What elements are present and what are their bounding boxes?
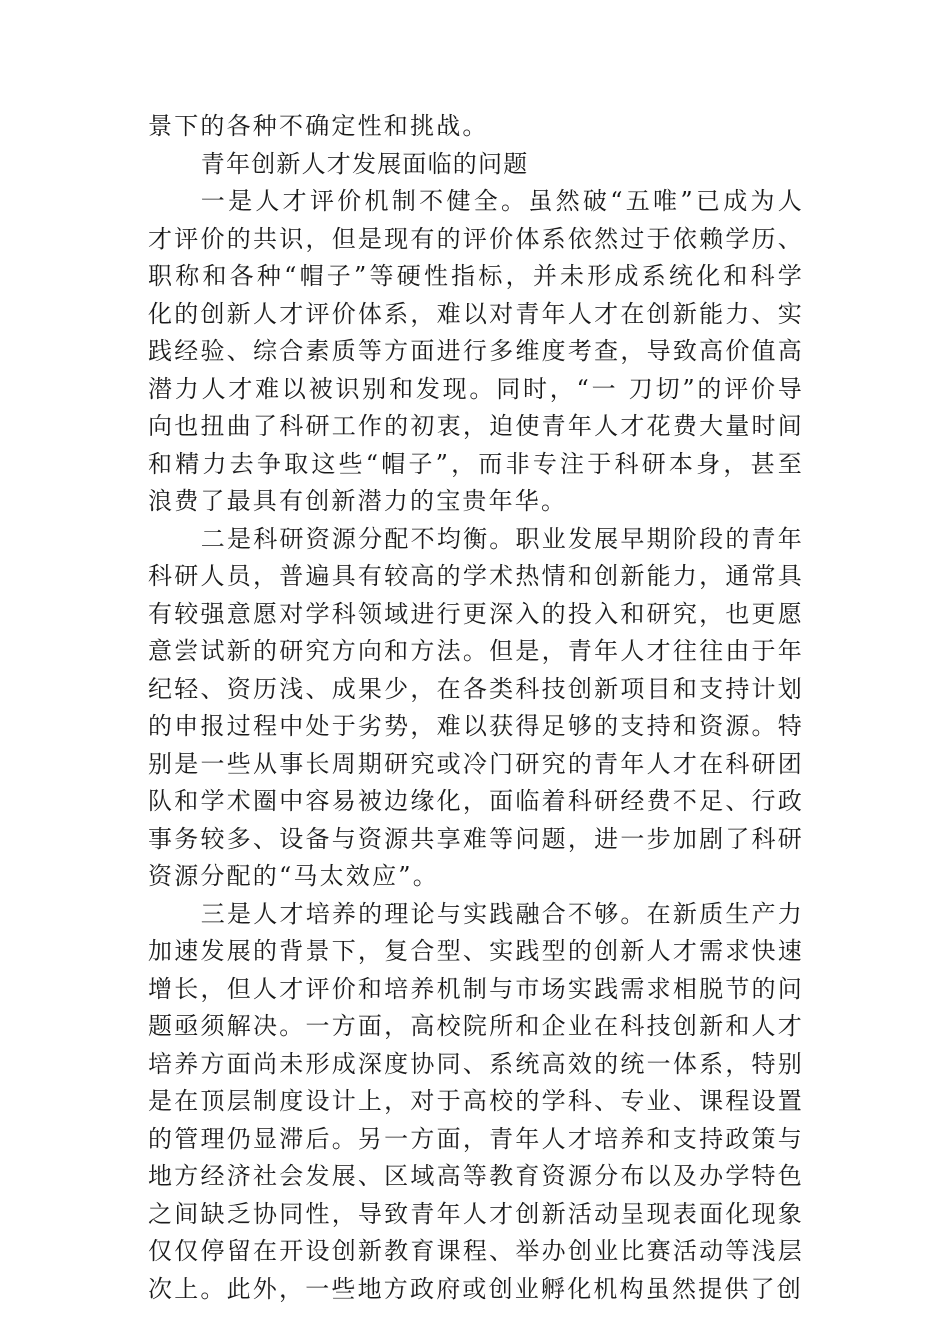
section-heading: 青年创新人才发展面临的问题 — [200, 149, 529, 178]
paragraph-talent-evaluation: 一是人才评价机制不健全。虽然破“五唯”已成为人才评价的共识，但是现有的评价体系依然过于依赖学历、职称和各种“帽子”等硬性指标，并未形成系统化和科学化的创新人才评价体系，难以对青年人才在创新能力、实践经验、综合素质等方面进行多维度考查，导致高价值高潜力人才难以被识别和发现。同时，“一 刀切”的评价导向也扭曲了科研工作的初衷，迫使青年人才花费大量时间和精力去争取这些“帽子”，而非专注于科研本身，甚至浪费了最具有创新潜力的宝贵年华。 — [148, 187, 804, 515]
document-page — [148, 108, 804, 1308]
paragraph-research-resources: 二是科研资源分配不均衡。职业发展早期阶段的青年科研人员，普遍具有较高的学术热情和创新能力，通常具有较强意愿对学科领域进行更深入的投入和研究，也更愿意尝试新的研究方向和方法。但是，青年人才往往由于年纪轻、资历浅、成果少，在各类科技创新项目和支持计划的申报过程中处于劣势，难以获得足够的支持和资源。特别是一些从事长周期研究或冷门研究的青年人才在科研团队和学术圈中容易被边缘化，面临着科研经费不足、行政事务较多、设备与资源共享难等问题，进一步加剧了科研资源分配的“马太效应”。 — [148, 524, 804, 890]
paragraph-talent-training: 三是人才培养的理论与实践融合不够。在新质生产力加速发展的背景下，复合型、实践型的创新人才需求快速增长，但人才评价和培养机制与市场实践需求相脱节的问题亟须解决。一方面，高校院所和企业在科技创新和人才培养方面尚未形成深度协同、系统高效的统一体系，特别是在顶层制度设计上，对于高校的学科、专业、课程设置的管理仍显滞后。另一方面，青年人才培养和支持政策与地方经济社会发展、区域高等教育资源分布以及办学特色之间缺乏协同性，导致青年人才创新活动呈现表面化现象仅仅停留在开设创新教育课程、举办创业比赛活动等浅层次上。此外，一些地方政府或创业孵化机构虽然提供了创 — [148, 899, 804, 1303]
continuation-paragraph: 景下的各种不确定性和挑战。 — [148, 112, 489, 140]
